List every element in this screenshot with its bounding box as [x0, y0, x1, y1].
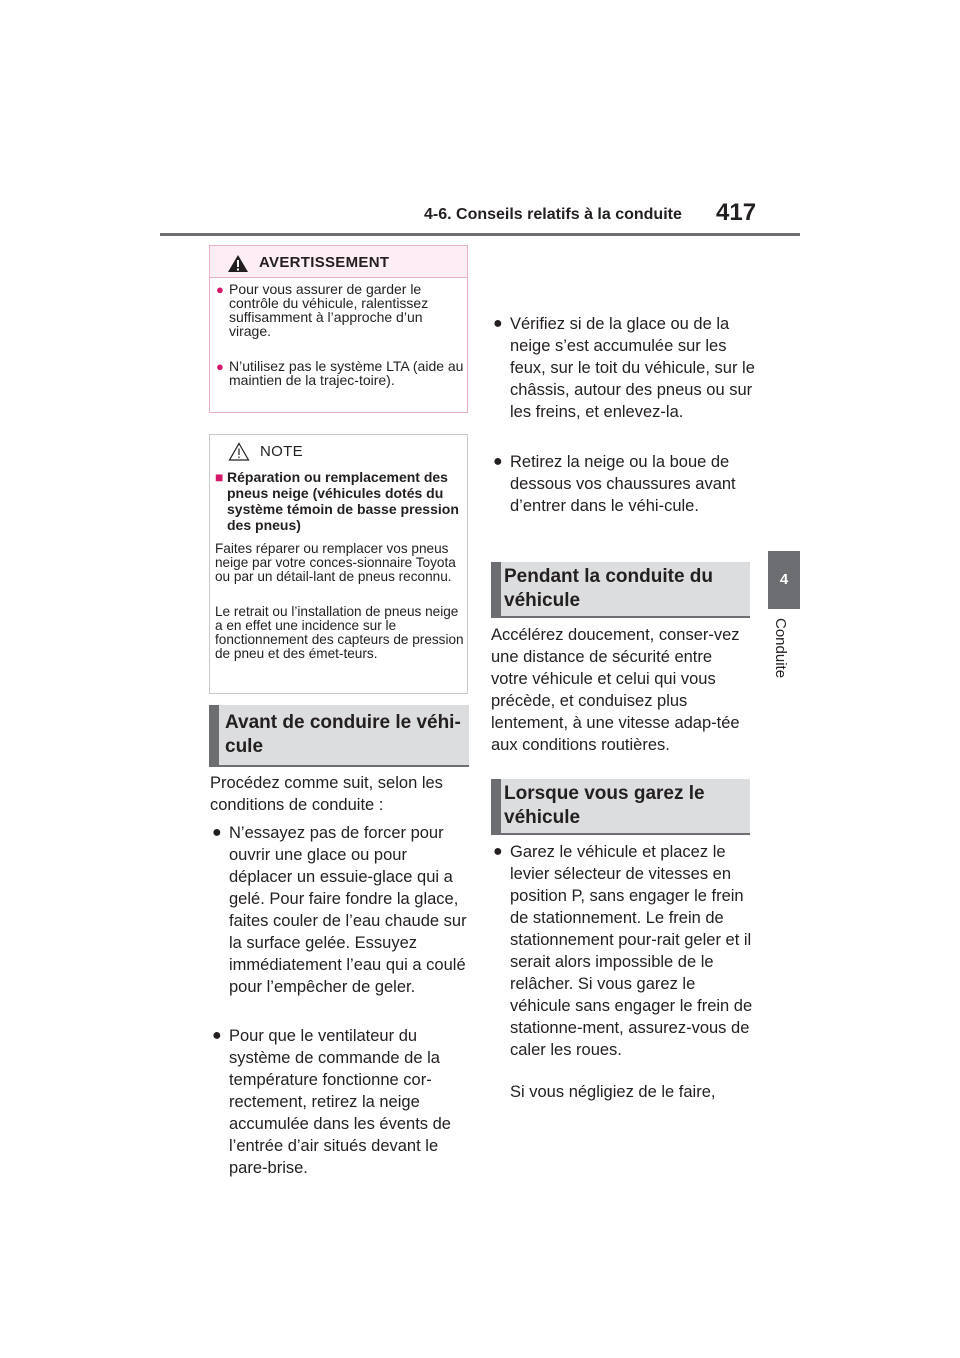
chapter-tab — [768, 551, 800, 609]
warning-box — [209, 245, 468, 413]
intro-paragraph: Procédez comme suit, selon les conditions de conduite : — [210, 774, 443, 814]
warning-title: AVERTISSEMENT — [259, 254, 390, 271]
section-heading-lorsque — [491, 779, 750, 835]
list-item-text: Vérifiez si de la glace ou de la neige s’est accumulée sur les feux, sur le toit du véhicule, sur le châssis, autour des pneus ou sur les freins, et enlevez-la. — [510, 315, 755, 421]
caution-triangle-icon — [228, 442, 250, 461]
note-heading-text: Réparation ou remplacement des pneus neige (véhicules dotés du système témoin de basse pression des pneus) — [227, 469, 459, 533]
list-item-text: Retirez la neige ou la boue de dessous vos chaussures avant d’entrer dans le véhi-cule. — [510, 453, 736, 515]
list-item — [493, 841, 755, 1061]
bullet-dot-icon: ● — [212, 824, 222, 841]
warning-triangle-icon — [227, 254, 249, 273]
list-item — [493, 451, 755, 517]
list-item — [212, 822, 472, 998]
bullet-dot-icon: ● — [493, 315, 503, 332]
bullet-dot-icon: ● — [493, 453, 503, 470]
chapter-label-container — [772, 618, 796, 698]
warning-item-text: N’utilisez pas le système LTA (aide au maintien de la trajec-toire). — [229, 358, 464, 388]
warning-item — [216, 282, 464, 338]
section-heading-pendant — [491, 562, 750, 618]
warning-item-text: Pour vous assurer de garder le contrôle du véhicule, ralentissez suffisamment à l’approche d’un virage. — [229, 281, 429, 339]
running-header-title: 4-6. Conseils relatifs à la conduite — [424, 206, 682, 223]
bullet-dot-icon: ● — [493, 843, 503, 860]
note-title: NOTE — [260, 443, 303, 460]
page-number: 417 — [716, 199, 757, 226]
bullet-dot-icon: ● — [212, 1027, 222, 1044]
pendant-paragraph: Accélérez doucement, conser-vez une distance de sécurité entre votre véhicule et celui qui vous précède, et conduisez plus lentement, à une vitesse adap-tée aux conditions routières. — [491, 626, 740, 754]
header-rule — [160, 233, 800, 236]
bullet-dot-icon: ● — [216, 282, 224, 297]
chapter-number: 4 — [779, 571, 789, 588]
square-bullet-icon: ■ — [215, 469, 224, 485]
note-paragraph: Le retrait ou l’installation de pneus neige a en effet une incidence sur le fonctionnement des capteurs de pression de pneu et des émet-teurs. — [215, 604, 464, 661]
section-heading-text: Pendant la conduite du véhicule — [504, 566, 714, 611]
bullet-dot-icon: ● — [216, 359, 224, 374]
list-item — [212, 1025, 472, 1179]
list-item-text: Garez le véhicule et placez le levier sélecteur de vitesses en position P, sans engager le frein de stationnement. Le frein de stationnement pour-rait geler et il serait alors impossible de le relâcher. Si vous garez le véhicule sans engager le frein de stationne-ment, assurez-vous de caler les roues. — [510, 843, 753, 1059]
continuation-paragraph: Si vous négligiez de le faire, — [510, 1083, 716, 1101]
section-heading-avant — [209, 705, 469, 767]
warning-item — [216, 359, 464, 387]
note-paragraph: Faites réparer ou remplacer vos pneus neige par votre conces-sionnaire Toyota ou par un détail-lant de pneus reconnu. — [215, 541, 456, 584]
note-heading — [215, 469, 460, 533]
section-heading-text: Lorsque vous garez le véhicule — [504, 783, 705, 828]
note-box — [209, 434, 468, 694]
list-item-text: Pour que le ventilateur du système de commande de la température fonctionne cor-rectement, retirez la neige accumulée dans les évents de l’entrée d’air situés devant le pare-brise. — [229, 1027, 451, 1177]
section-heading-text: Avant de conduire le véhi-cule — [225, 712, 461, 757]
list-item — [493, 313, 755, 423]
warning-header — [210, 246, 467, 278]
chapter-label: Conduite — [772, 618, 789, 679]
list-item-text: N’essayez pas de forcer pour ouvrir une glace ou pour déplacer un essuie-glace qui a gelé. Pour faire fondre la glace, faites couler de l’eau chaude sur la surface gelée. Essuyez immédiatement l’eau qui a coulé pour l’empêcher de geler. — [229, 824, 467, 996]
